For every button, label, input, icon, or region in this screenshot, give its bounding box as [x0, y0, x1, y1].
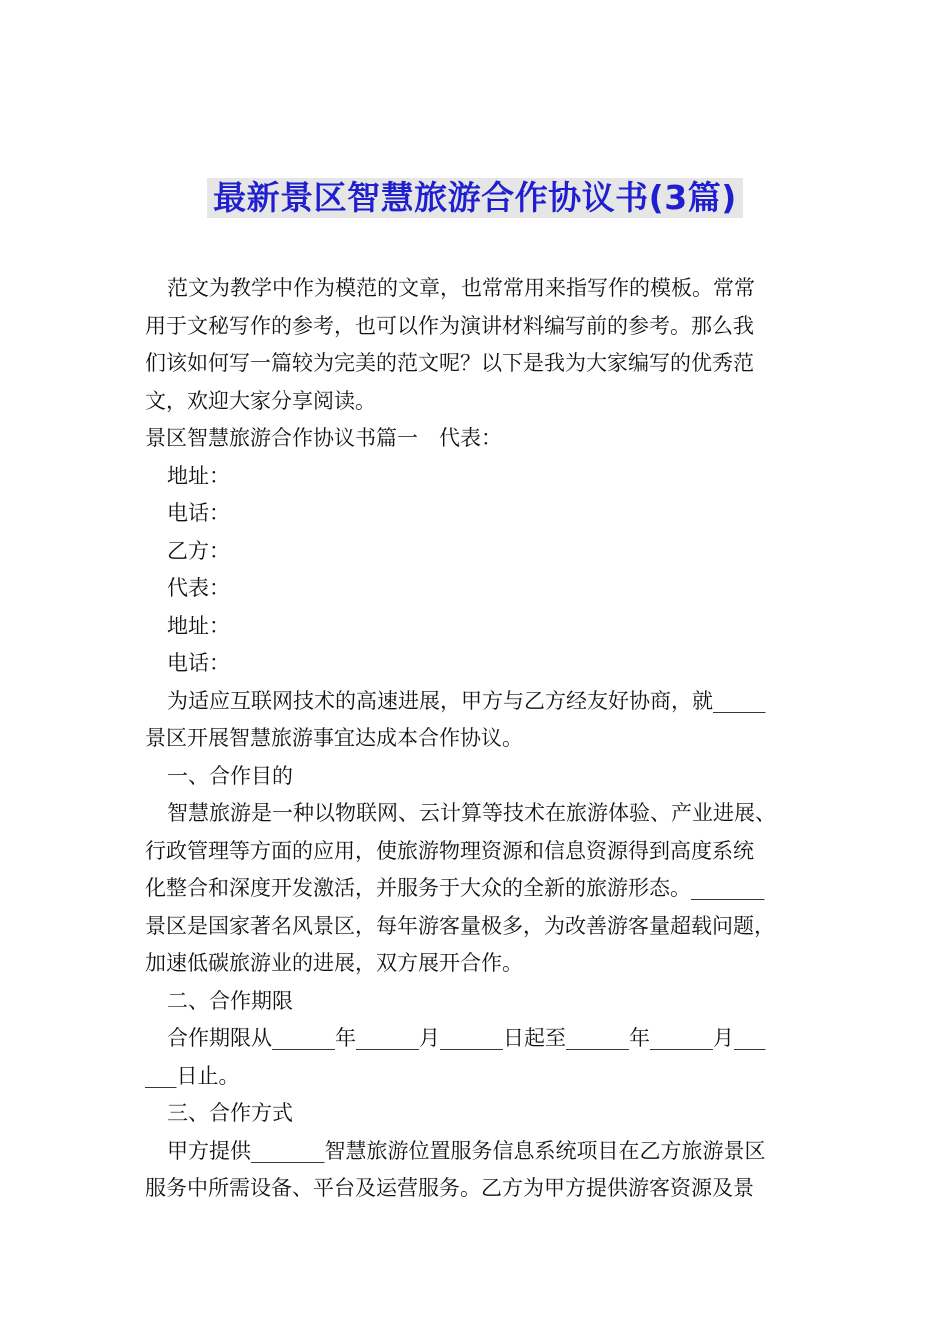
text-line: 们该如何写一篇较为完美的范文呢？以下是我为大家编写的优秀范: [145, 351, 754, 375]
text-line: 代表：: [167, 576, 230, 600]
text-line: 三、合作方式: [167, 1101, 293, 1125]
text-line: 化整合和深度开发激活，并服务于大众的全新的旅游形态。_______: [145, 876, 765, 900]
text-line: 智慧旅游是一种以物联网、云计算等技术在旅游体验、产业进展、: [167, 801, 776, 825]
text-line: 地址：: [167, 613, 230, 638]
text-line: 文，欢迎大家分享阅读。: [145, 388, 376, 413]
text-line: 地址：: [167, 463, 230, 488]
text-line: 服务中所需设备、平台及运营服务。乙方为甲方提供游客资源及景: [145, 1176, 754, 1200]
document-body: [145, 270, 825, 1208]
title-wrapper: [0, 178, 950, 218]
text-line: 用于文秘写作的参考，也可以作为演讲材料编写前的参考。那么我: [145, 313, 754, 338]
text-line: 范文为教学中作为模范的文章，也常常用来指写作的模板。常常: [167, 276, 755, 300]
text-line: 甲方提供_______智慧旅游位置服务信息系统项目在乙方旅游景区: [167, 1138, 766, 1163]
document-title: 最新景区智慧旅游合作协议书(3篇): [207, 178, 743, 218]
text-line: ___日止。: [145, 1063, 240, 1088]
text-line: 电话：: [167, 501, 230, 525]
text-line: 加速低碳旅游业的进展，双方展开合作。: [145, 951, 523, 975]
text-line: 行政管理等方面的应用，使旅游物理资源和信息资源得到高度系统: [145, 838, 754, 863]
text-line: 一、合作目的: [167, 763, 293, 788]
text-line: 二、合作期限: [167, 988, 293, 1013]
text-line: 合作期限从______年______月______日起至______年______月___: [167, 1026, 766, 1050]
text-line: 为适应互联网技术的高速进展，甲方与乙方经友好协商，就_____: [167, 688, 766, 713]
text-line: 景区智慧旅游合作协议书篇一 代表：: [145, 426, 502, 450]
text-line: 乙方：: [167, 538, 230, 563]
text-line: 景区是国家著名风景区，每年游客量极多，为改善游客量超载问题，: [145, 913, 775, 938]
text-line: 电话：: [167, 651, 230, 675]
text-line: 景区开展智慧旅游事宜达成本合作协议。: [145, 726, 523, 750]
